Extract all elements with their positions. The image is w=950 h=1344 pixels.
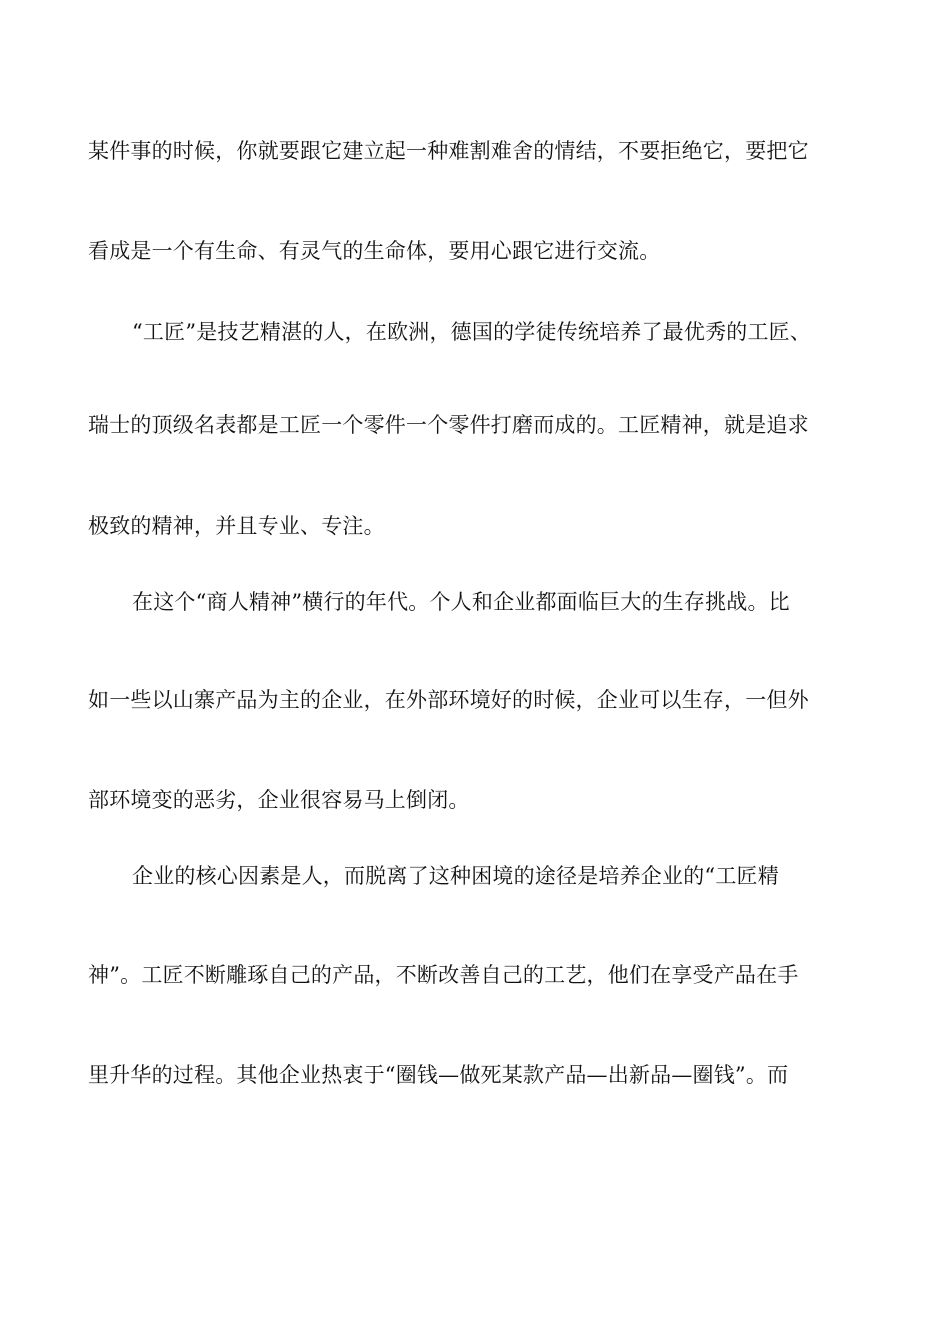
text-line: 看成是一个有生命、有灵气的生命体，要用心跟它进行交流。 [88,239,661,263]
text-line: 如一些以山寨产品为主的企业，在外部环境好的时候，企业可以生存，一但外 [88,688,809,712]
text-line: 瑞士的顶级名表都是工匠一个零件一个零件打磨而成的。工匠精神，就是追求 [88,413,809,437]
paragraph-first-line: “工匠”是技艺精湛的人，在欧洲，德国的学徒传统培养了最优秀的工匠、 [132,320,812,344]
text-line: 里升华的过程。其他企业热衷于“圈钱—做死某款产品—出新品—圈钱”。而 [88,1063,789,1087]
paragraph-first-line: 企业的核心因素是人，而脱离了这种困境的途径是培养企业的“工匠精 [132,864,779,888]
text-line: 神”。工匠不断雕琢自己的产品，不断改善自己的工艺，他们在享受产品在手 [88,963,799,987]
text-line: 某件事的时候，你就要跟它建立起一种难割难舍的情结，不要拒绝它，要把它 [88,139,809,163]
text-line: 部环境变的恶劣，企业很容易马上倒闭。 [88,788,470,812]
paragraph-first-line: 在这个“商人精神”横行的年代。个人和企业都面临巨大的生存挑战。比 [132,590,790,614]
text-line: 极致的精神，并且专业、专注。 [88,514,385,538]
